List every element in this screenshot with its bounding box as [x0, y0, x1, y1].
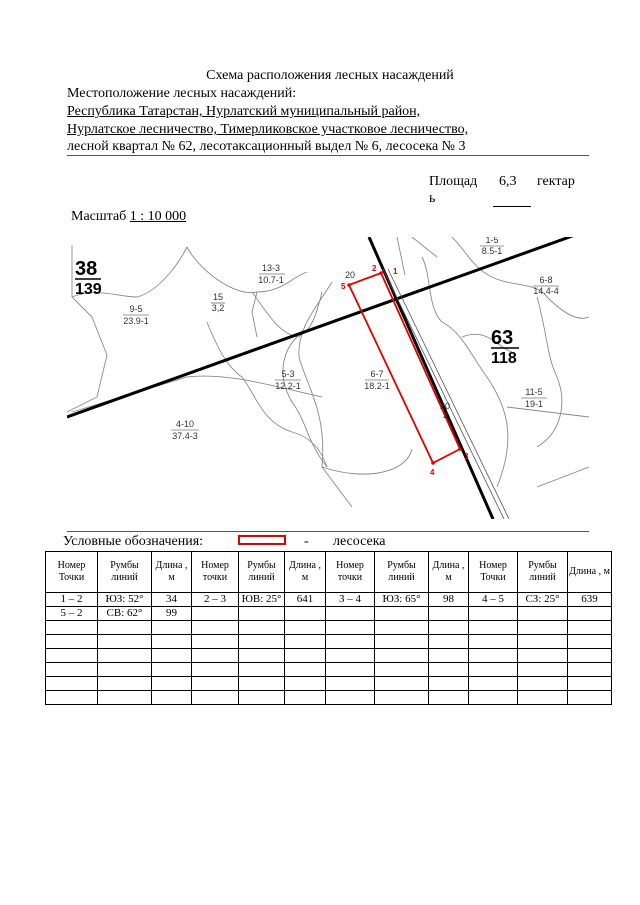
table-row	[46, 635, 612, 649]
table-cell	[152, 635, 192, 649]
table-cell	[469, 649, 518, 663]
table-cell	[46, 635, 98, 649]
header-cell: Номер Точки	[46, 552, 98, 593]
quarter-sub: 118	[491, 350, 517, 367]
plot-boundaries	[67, 237, 589, 507]
plot-label-bottom: 19-1	[524, 399, 544, 409]
table-cell: 99	[152, 607, 192, 621]
header-cell: Номер точки	[192, 552, 239, 593]
table-cell: 639	[568, 593, 612, 607]
table-row	[46, 663, 612, 677]
table-cell	[239, 607, 285, 621]
point-label: 2	[372, 264, 377, 273]
table-cell	[98, 663, 152, 677]
table-cell	[568, 691, 612, 705]
table-cell	[518, 677, 568, 691]
table-cell	[429, 621, 469, 635]
table-cell	[326, 663, 375, 677]
table-cell	[152, 677, 192, 691]
table-cell	[192, 691, 239, 705]
point-marker	[347, 283, 351, 287]
area-label-part1: Площад	[429, 174, 478, 189]
table-cell	[429, 677, 469, 691]
plot-label-top: 6-8	[539, 275, 553, 285]
table-cell	[285, 649, 326, 663]
area-label-part2: ь	[429, 191, 436, 206]
table-cell	[285, 635, 326, 649]
map-bottom-rule	[67, 531, 589, 532]
plot-label-top: 11-5	[525, 387, 543, 397]
table-cell: 98	[429, 593, 469, 607]
header-cell: Румбы линий	[239, 552, 285, 593]
table-cell	[192, 635, 239, 649]
table-cell	[98, 621, 152, 635]
table-cell: 1 – 2	[46, 593, 98, 607]
scale-label	[71, 209, 186, 225]
table-cell	[469, 677, 518, 691]
table-cell	[285, 677, 326, 691]
plot-label-top: 4-10	[175, 419, 195, 429]
plot-label-bottom: 12.2-1	[275, 381, 301, 391]
table-cell: 5 – 2	[46, 607, 98, 621]
table-cell	[375, 621, 429, 635]
legend-dash: -	[304, 534, 309, 549]
header-cell: Длина , м	[285, 552, 326, 593]
quarter-number: 38	[75, 258, 98, 280]
table-cell	[152, 663, 192, 677]
header-cell: Румбы линий	[98, 552, 152, 593]
point-label: 1	[393, 267, 398, 276]
table-cell	[375, 607, 429, 621]
table-cell	[326, 649, 375, 663]
table-cell	[192, 663, 239, 677]
point-label: 3	[464, 452, 469, 461]
forest-map	[67, 237, 589, 519]
table-cell	[469, 635, 518, 649]
legend-label: Условные обозначения:	[63, 534, 204, 549]
table-row	[46, 677, 612, 691]
table-cell: 34	[152, 593, 192, 607]
table-cell	[429, 607, 469, 621]
plot-number-label: 20	[345, 270, 356, 280]
table-cell	[429, 691, 469, 705]
points-table	[45, 551, 612, 705]
plot-label-bottom: 18.2-1	[364, 381, 390, 391]
table-cell	[239, 691, 285, 705]
table-cell	[518, 663, 568, 677]
table-cell	[568, 677, 612, 691]
table-cell: ЮЗ: 52°	[98, 593, 152, 607]
table-cell	[152, 691, 192, 705]
plot-label-top: 9-5	[129, 304, 143, 314]
table-cell	[192, 607, 239, 621]
area-underline	[493, 206, 531, 207]
area-label	[429, 174, 477, 190]
table-cell	[239, 663, 285, 677]
table-cell	[568, 621, 612, 635]
plot-label-bottom: 23.9-1	[123, 316, 149, 326]
table-cell	[239, 635, 285, 649]
table-cell	[326, 635, 375, 649]
table-cell	[98, 677, 152, 691]
quarter-sub: 139	[75, 281, 102, 298]
table-cell	[239, 621, 285, 635]
plot-label-bottom: 8.5-1	[481, 246, 503, 256]
location-line-1: Республика Татарстан, Нурлатский муниципальный район,	[67, 104, 421, 119]
scale-label-text: Масштаб	[71, 209, 127, 224]
header-cell: Номер Точки	[469, 552, 518, 593]
area-unit: гектар	[537, 174, 575, 189]
location-line-3: лесной квартал № 62, лесотаксационный выдел № 6, лесосека № 3	[67, 139, 466, 154]
table-cell	[326, 607, 375, 621]
table-cell	[518, 621, 568, 635]
table-row	[46, 621, 612, 635]
table-cell	[375, 691, 429, 705]
table-cell	[285, 691, 326, 705]
table-cell: 4 – 5	[469, 593, 518, 607]
table-cell	[469, 621, 518, 635]
location-line-2: Нурлатское лесничество, Тимерликовское участковое лесничество,	[67, 122, 469, 137]
table-cell	[98, 635, 152, 649]
legend-swatch	[238, 535, 286, 545]
point-markers	[347, 271, 462, 465]
map-svg	[67, 237, 589, 519]
table-row	[46, 649, 612, 663]
table-cell	[518, 607, 568, 621]
header-cell: Румбы линий	[518, 552, 568, 593]
table-cell	[46, 691, 98, 705]
table-cell	[518, 691, 568, 705]
plot-label-top: 5-3	[281, 369, 295, 379]
table-cell	[192, 621, 239, 635]
table-cell	[98, 691, 152, 705]
table-cell	[326, 691, 375, 705]
table-cell	[239, 677, 285, 691]
felling-area-polygon	[349, 273, 460, 463]
header-cell: Номер точки	[326, 552, 375, 593]
quarter-number: 63	[491, 327, 514, 349]
point-label: 5	[341, 282, 346, 291]
header-cell: Румбы линий	[375, 552, 429, 593]
table-cell	[239, 649, 285, 663]
point-label: 4	[430, 468, 435, 477]
table-cell	[429, 635, 469, 649]
table-cell: СВ: 62°	[98, 607, 152, 621]
header-cell: Длина , м	[568, 552, 612, 593]
table-cell	[429, 663, 469, 677]
document-title: Схема расположения лесных насаждений	[206, 68, 454, 83]
table-cell: ЮЗ: 65°	[375, 593, 429, 607]
plot-label-top: 6-7	[370, 369, 384, 379]
plot-number-label: 20	[440, 401, 451, 411]
table-cell	[46, 663, 98, 677]
table-cell	[46, 677, 98, 691]
table-cell: 3 – 4	[326, 593, 375, 607]
table-row	[46, 691, 612, 705]
table-row	[46, 593, 612, 607]
plot-label-top: 1-5	[485, 237, 499, 245]
table-cell	[326, 677, 375, 691]
plot-label-bottom: 14.4-4	[533, 286, 559, 296]
plot-label-top: 15	[212, 292, 224, 302]
table-cell	[285, 607, 326, 621]
table-cell	[518, 649, 568, 663]
table-cell: СЗ: 25°	[518, 593, 568, 607]
table-cell	[518, 635, 568, 649]
location-heading: Местоположение лесных насаждений:	[67, 86, 297, 101]
table-cell	[568, 607, 612, 621]
point-marker	[379, 271, 383, 275]
table-cell	[192, 649, 239, 663]
header-rule	[67, 155, 589, 156]
table-cell	[46, 621, 98, 635]
table-cell: ЮВ: 25°	[239, 593, 285, 607]
table-row	[46, 607, 612, 621]
table-cell	[192, 677, 239, 691]
area-value: 6,3	[499, 174, 517, 189]
plot-label-top: 13-3	[261, 263, 281, 273]
table-cell	[568, 649, 612, 663]
table-cell	[46, 649, 98, 663]
legend-item: лесосека	[333, 534, 386, 549]
plot-label-bottom: 37.4-3	[172, 431, 198, 441]
table-cell	[375, 677, 429, 691]
road-lines	[383, 269, 509, 519]
table-cell	[98, 649, 152, 663]
table-cell	[375, 649, 429, 663]
plot-number-label: 2	[443, 410, 449, 420]
table-cell	[326, 621, 375, 635]
plot-label-bottom: 3,2	[211, 303, 225, 313]
table-cell	[469, 691, 518, 705]
header-cell: Длина , м	[152, 552, 192, 593]
table-cell	[469, 607, 518, 621]
extra-labels	[345, 270, 450, 420]
table-cell: 641	[285, 593, 326, 607]
header-cell: Длина , м	[429, 552, 469, 593]
plot-label-bottom: 10.7-1	[258, 275, 284, 285]
table-body	[46, 593, 612, 705]
quarter-boundaries	[67, 237, 589, 519]
table-cell	[469, 663, 518, 677]
point-marker	[458, 447, 462, 451]
point-marker	[431, 461, 435, 465]
table-cell	[429, 649, 469, 663]
scale-value: 1 : 10 000	[129, 209, 187, 224]
table-cell: 2 – 3	[192, 593, 239, 607]
table-cell	[285, 621, 326, 635]
table-cell	[152, 621, 192, 635]
table-cell	[375, 663, 429, 677]
table-cell	[285, 663, 326, 677]
table-cell	[152, 649, 192, 663]
table-cell	[375, 635, 429, 649]
table-cell	[568, 635, 612, 649]
table-cell	[568, 663, 612, 677]
table-header-row	[46, 552, 612, 593]
